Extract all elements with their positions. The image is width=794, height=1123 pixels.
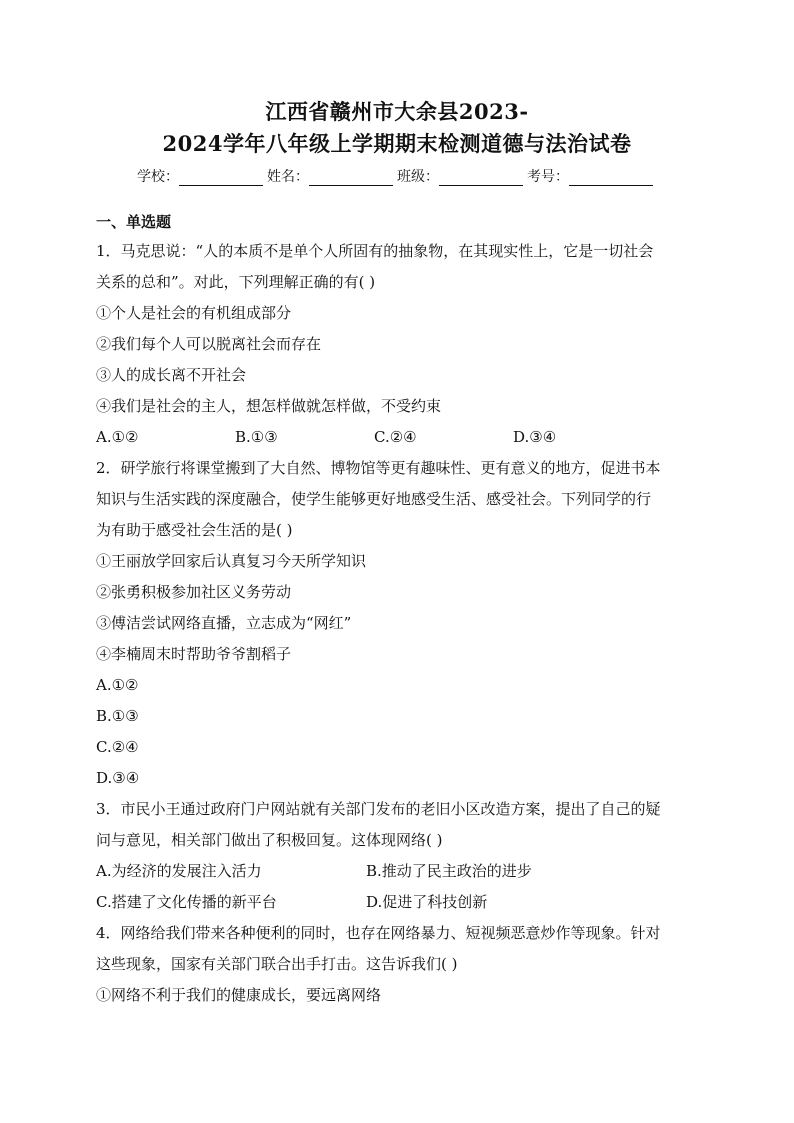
name-blank[interactable] bbox=[309, 169, 393, 186]
school-field bbox=[137, 166, 267, 186]
name-field bbox=[267, 166, 397, 186]
exam-number-blank[interactable] bbox=[569, 169, 653, 186]
school-blank[interactable] bbox=[179, 169, 263, 186]
exam-title bbox=[96, 96, 698, 160]
question-1-options bbox=[96, 422, 698, 453]
option-b[interactable]: B.推动了民主政治的进步 bbox=[366, 862, 532, 880]
question-1 bbox=[96, 236, 698, 453]
exam-number-field bbox=[527, 166, 657, 186]
option-a[interactable]: A.①② bbox=[96, 676, 139, 694]
question-1-item: ②我们每个人可以脱离社会而存在 bbox=[96, 335, 322, 353]
student-info-row bbox=[96, 164, 698, 186]
question-3-stem-line: 3．市民小王通过政府门户网站就有关部门发布的老旧小区改造方案，提出了自己的疑 bbox=[96, 800, 661, 818]
question-2-stem-line: 2．研学旅行将课堂搬到了大自然、博物馆等更有趣味性、更有意义的地方，促进书本 bbox=[96, 459, 661, 477]
question-1-item: ③人的成长离不开社会 bbox=[96, 366, 247, 384]
exam-number-label: 考号： bbox=[527, 169, 569, 185]
option-d[interactable]: D.③④ bbox=[96, 769, 140, 787]
question-3-options-row-2 bbox=[96, 887, 698, 918]
title-line-2: 2024学年八年级上学期期末检测道德与法治试卷 bbox=[162, 131, 632, 156]
question-4-item: ①网络不利于我们的健康成长，要远离网络 bbox=[96, 986, 382, 1004]
option-b[interactable]: B.①③ bbox=[96, 707, 139, 725]
question-2-item: ③傅洁尝试网络直播，立志成为“网红” bbox=[96, 614, 352, 632]
question-4 bbox=[96, 918, 698, 1011]
question-1-stem-line: 1．马克思说：“人的本质不是单个人所固有的抽象物，在其现实性上，它是一切社会 bbox=[96, 242, 654, 260]
question-2-item: ④李楠周末时帮助爷爷割稻子 bbox=[96, 645, 292, 663]
question-2-stem-line: 为有助于感受社会生活的是( ) bbox=[96, 521, 293, 539]
question-1-item: ①个人是社会的有机组成部分 bbox=[96, 304, 292, 322]
question-1-item: ④我们是社会的主人，想怎样做就怎样做，不受约束 bbox=[96, 397, 442, 415]
question-3-options-row-1 bbox=[96, 856, 698, 887]
section-heading: 一、单选题 bbox=[96, 213, 172, 231]
option-b[interactable]: B.①③ bbox=[235, 428, 278, 446]
question-4-stem-line: 4．网络给我们带来各种便利的同时，也存在网络暴力、短视频恶意炒作等现象。针对 bbox=[96, 924, 661, 942]
option-c[interactable]: C.②④ bbox=[96, 738, 139, 756]
option-d[interactable]: D.③④ bbox=[513, 428, 557, 446]
question-2-item: ①王丽放学回家后认真复习今天所学知识 bbox=[96, 552, 367, 570]
question-2-item: ②张勇积极参加社区义务劳动 bbox=[96, 583, 292, 601]
option-a[interactable]: A.为经济的发展注入活力 bbox=[96, 862, 262, 880]
name-label: 姓名： bbox=[267, 169, 309, 185]
title-line-1: 江西省赣州市大余县2023- bbox=[265, 99, 529, 124]
question-1-stem-line: 关系的总和”。对此，下列理解正确的有( ) bbox=[96, 273, 376, 291]
question-3-stem-line: 问与意见，相关部门做出了积极回复。这体现网络( ) bbox=[96, 831, 443, 849]
class-label: 班级： bbox=[397, 169, 439, 185]
school-label: 学校： bbox=[137, 169, 179, 185]
question-2-stem-line: 知识与生活实践的深度融合，使学生能够更好地感受生活、感受社会。下列同学的行 bbox=[96, 490, 652, 508]
option-c[interactable]: C.②④ bbox=[374, 428, 417, 446]
option-d[interactable]: D.促进了科技创新 bbox=[366, 893, 488, 911]
question-4-stem-line: 这些现象，国家有关部门联合出手打击。这告诉我们( ) bbox=[96, 955, 458, 973]
question-2 bbox=[96, 453, 698, 794]
option-a[interactable]: A.①② bbox=[96, 428, 139, 446]
question-3 bbox=[96, 794, 698, 918]
class-field bbox=[397, 166, 527, 186]
class-blank[interactable] bbox=[439, 169, 523, 186]
option-c[interactable]: C.搭建了文化传播的新平台 bbox=[96, 893, 277, 911]
